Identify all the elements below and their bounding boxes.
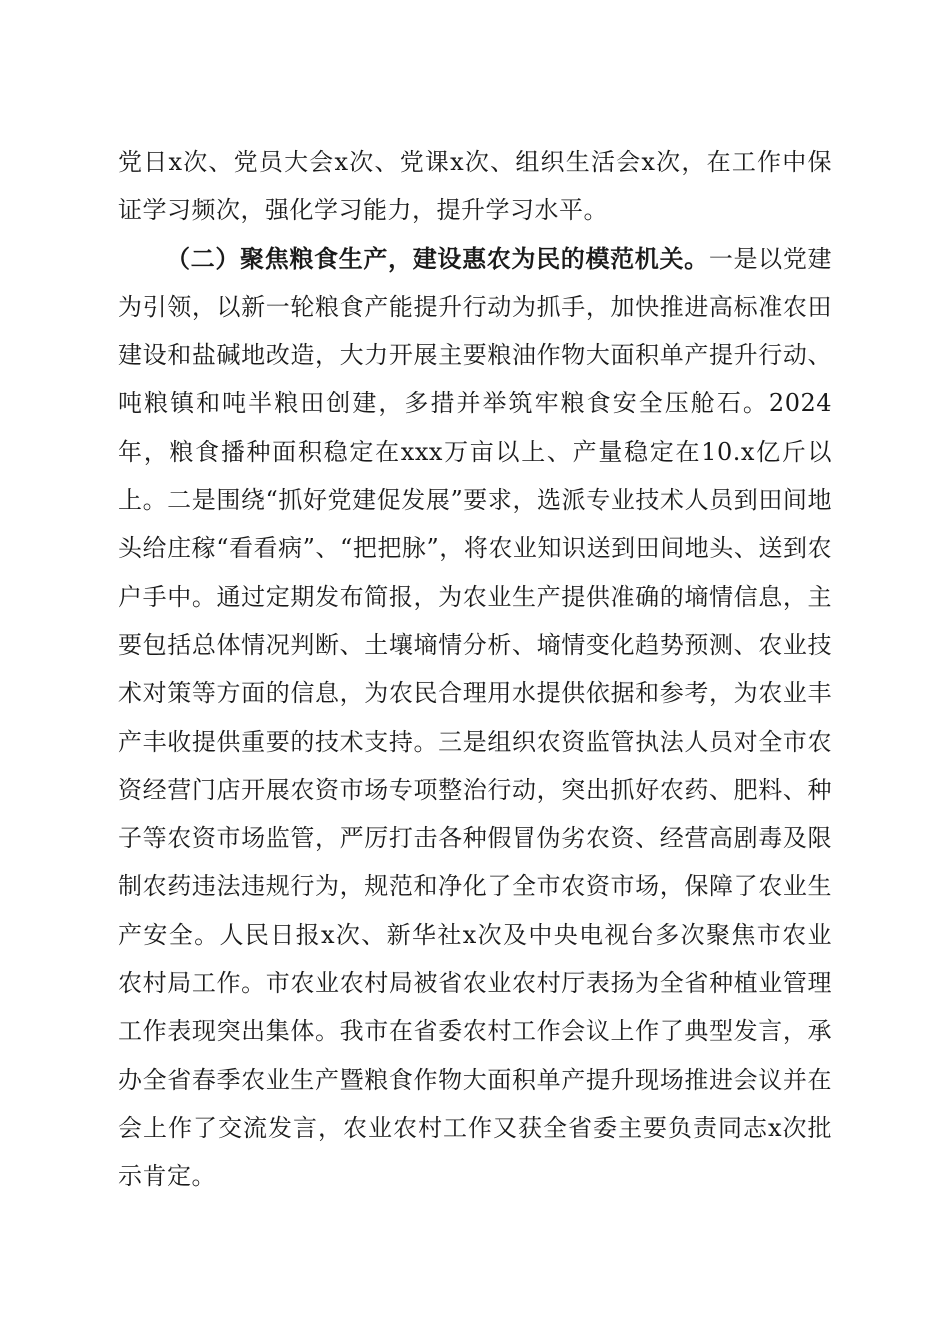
paragraph-continuation: 党日x次、党员大会x次、党课x次、组织生活会x次，在工作中保证学习频次，强化学习能力，提升学习水平。 xyxy=(118,148,832,225)
paragraph-section-two xyxy=(118,235,832,1201)
section-heading: （二）聚焦粮食生产，建设惠农为民的模范机关。 xyxy=(166,244,709,273)
section-body: 一是以党建为引领，以新一轮粮食产能提升行动为抓手，加快推进高标准农田建设和盐碱地改造，大力开展主要粮油作物大面积单产提升行动、吨粮镇和吨半粮田创建，多措并举筑牢粮食安全压舱石。2024年，粮食播种面积稳定在xxx万亩以上、产量稳定在10.x亿斤以上。二是围绕“抓好党建促发展”要求，选派专业技术人员到田间地头给庄稼“看看病”、“把把脉”，将农业知识送到田间地头、送到农户手中。通过定期发布简报，为农业生产提供准确的墒情信息，主要包括总体情况判断、土壤墒情分析、墒情变化趋势预测、农业技术对策等方面的信息，为农民合理用水提供依据和参考，为农业丰产丰收提供重要的技术支持。三是组织农资监管执法人员对全市农资经营门店开展农资市场专项整治行动，突出抓好农药、肥料、种子等农资市场监管，严厉打击各种假冒伪劣农资、经营高剧毒及限制农药违法违规行为，规范和净化了全市农资市场，保障了农业生产安全。人民日报x次、新华社x次及中央电视台多次聚焦市农业农村局工作。市农业农村局被省农业农村厅表扬为全省种植业管理工作表现突出集体。我市在省委农村工作会议上作了典型发言，承办全省春季农业生产暨粮食作物大面积单产提升现场推进会议并在会上作了交流发言，农业农村工作又获全省委主要负责同志x次批示肯定。 xyxy=(118,244,833,1191)
document-body xyxy=(118,138,832,1201)
